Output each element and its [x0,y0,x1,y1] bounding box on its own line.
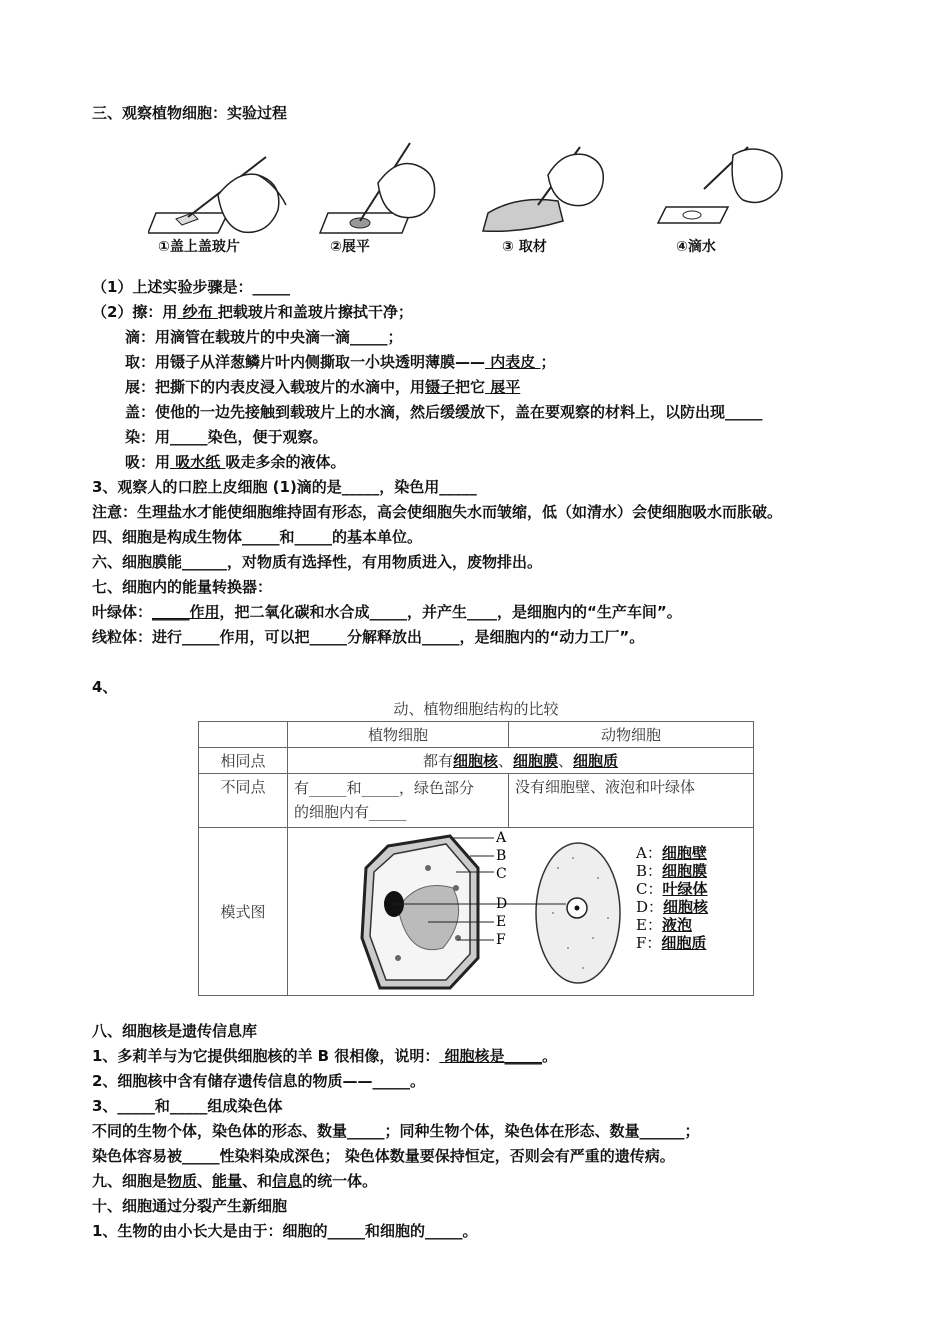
question-4-label: 4、 [92,678,118,696]
step-spread: 展：把撕下的内表皮浸入载玻片的水滴中，用镊子把它 展平 [125,378,521,396]
step1-cover-slip-figure [148,157,286,233]
section8-q1: 1、多莉羊与为它提供细胞核的羊 B 很相像，说明： 细胞核是_____。 [92,1047,558,1065]
oral-cell-question: 3、观察人的口腔上皮细胞 (1)滴的是_____，染色用_____ [92,478,477,496]
diagram-label-a: A [496,830,507,846]
section9-text: 九、细胞是物质、能量、和信息的统一体。 [92,1172,378,1190]
chloroplast-text: 叶绿体：_____作用，把二氧化碳和水合成_____，并产生____，是细胞内的“生产车间”。 [92,603,682,621]
mitochondria-text: 线粒体：进行_____作用，可以把_____分解释放出_____，是细胞内的“动力工厂”。 [92,628,645,646]
section7-title: 七、细胞内的能量转换器： [92,578,273,596]
row-diff-animal: 没有细胞壁、液泡和叶绿体 [509,774,754,828]
step-caption-4: ④滴水 [676,239,716,255]
legend-d: D：细胞核 [636,898,709,916]
diagram-legend [636,844,708,952]
section8-q5: 染色体容易被_____性染料染成深色； 染色体数量要保持恒定，否则会有严重的遗传病。 [92,1147,675,1165]
row-same-label: 相同点 [199,748,288,774]
legend-b: B：细胞膜 [636,862,708,880]
section4-text: 四、细胞是构成生物体_____和_____的基本单位。 [92,528,423,546]
step3-take-material-figure [483,147,603,231]
header-animal: 动物细胞 [509,722,754,748]
legend-a: A：细胞壁 [636,844,707,862]
table-corner [199,722,288,748]
diagram-label-b: B [496,848,507,864]
step-caption-2: ②展平 [330,239,370,255]
section3-title: 三、观察植物细胞：实验过程 [92,104,288,122]
table-caption: 动、植物细胞结构的比较 [393,700,559,718]
legend-f: F：细胞质 [636,934,707,952]
legend-c: C：叶绿体 [636,880,708,898]
step4-drip-water-figure [658,147,782,223]
row-model-label: 模式图 [199,828,288,996]
diagram-label-e: E [496,914,507,930]
step2-spread-figure [320,143,435,233]
note-text: 注意：生理盐水才能使细胞维持固有形态，高会使细胞失水而皱缩，低（如清水）会使细胞吸水而胀破。 [92,503,783,521]
question-2-wipe: （2）擦：用 纱布 把载玻片和盖玻片擦拭干净； [92,303,413,321]
question-1: （1）上述实验步骤是：_____ [92,278,290,296]
step-stain: 染：用_____染色，便于观察。 [125,428,328,446]
header-plant: 植物细胞 [288,722,509,748]
step-caption-1: ①盖上盖玻片 [158,239,240,255]
section6-text: 六、细胞膜能______，对物质有选择性，有用物质进入，废物排出。 [92,553,543,571]
legend-e: E：液泡 [636,916,692,934]
step-cover: 盖：使他的一边先接触到载玻片上的水滴，然后缓缓放下，盖在要观察的材料上，以防出现_____ [125,403,763,421]
step-drip: 滴：用滴管在载玻片的中央滴一滴_____； [125,328,403,346]
section8-q4: 不同的生物个体，染色体的形态、数量_____；同种生物个体，染色体在形态、数量______； [92,1122,700,1140]
row-diff-label: 不同点 [199,774,288,828]
diagram-label-c: C [496,866,507,882]
step-absorb: 吸：用 吸水纸 吸走多余的液体。 [125,453,346,471]
section8-q3: 3、_____和_____组成染色体 [92,1097,283,1115]
step-caption-3: ③ 取材 [502,239,547,255]
row-same-content: 都有细胞核、细胞膜、细胞质 [288,748,754,774]
diagram-label-f: F [496,932,506,948]
step-take: 取：用镊子从洋葱鳞片叶内侧撕取一小块透明薄膜—— 内表皮 ； [125,353,556,371]
row-model-content [288,828,754,996]
section8-q2: 2、细胞核中含有储存遗传信息的物质——_____。 [92,1072,425,1090]
section8-title: 八、细胞核是遗传信息库 [92,1022,258,1040]
section10-title: 十、细胞通过分裂产生新细胞 [92,1197,288,1215]
section10-q1: 1、生物的由小长大是由于：细胞的_____和细胞的_____。 [92,1222,478,1240]
diagram-label-d: D [496,896,508,912]
cell-comparison-table [198,721,754,996]
row-diff-plant: 有_____和_____，绿色部分 的细胞内有_____ [288,774,509,828]
